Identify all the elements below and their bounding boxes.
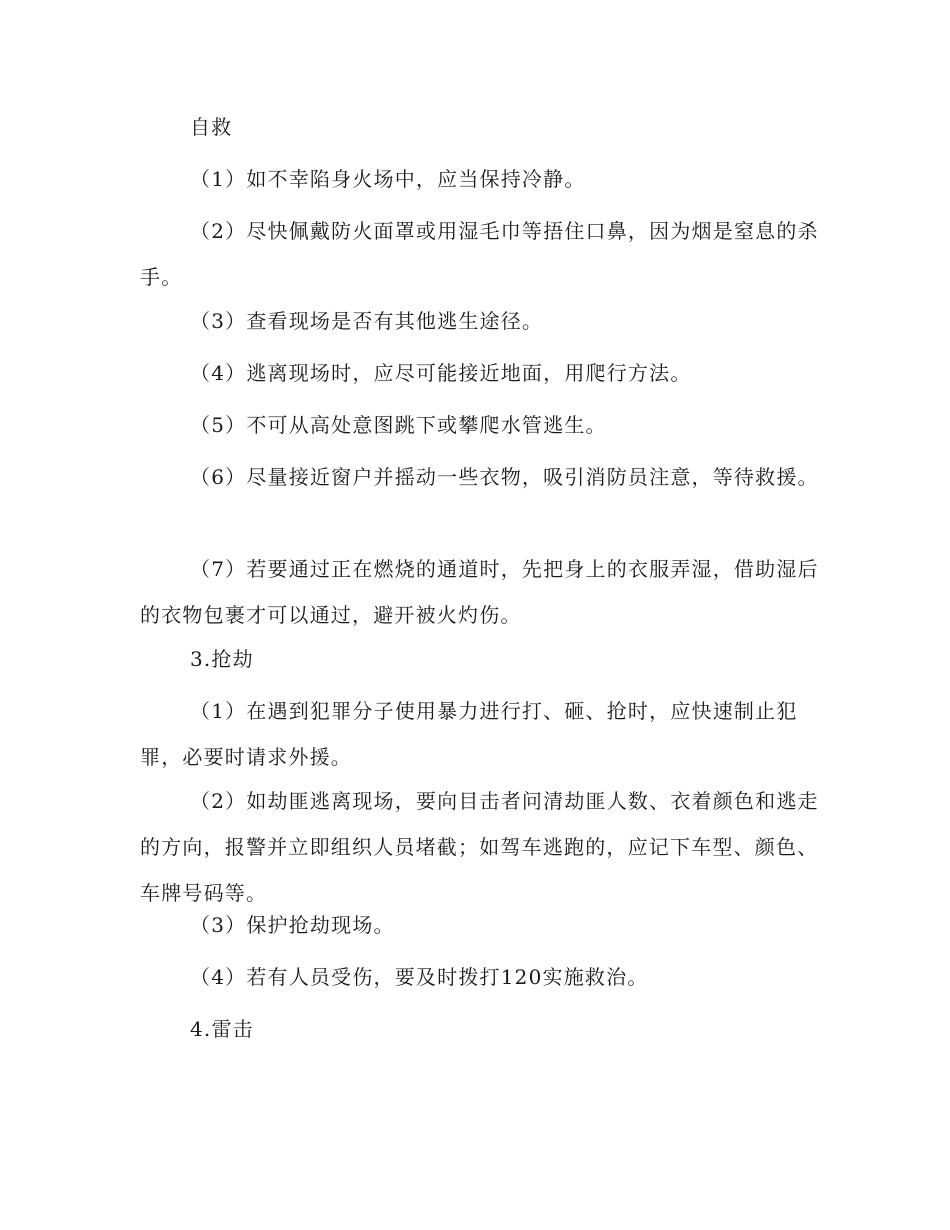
paragraph-self-rescue-4: （4）逃离现场时，应尽可能接近地面，用爬行方法。 [190,361,692,385]
paragraph-robbery-2: （2）如劫匪逃离现场，要向目击者问清劫匪人数、衣着颜色和逃走的方向，报警并立即组织人员堵截；如驾车逃跑的，应记下车型、颜色、车牌号码等。 [140,789,819,905]
paragraph-robbery-3: （3）保护抢劫现场。 [190,913,395,937]
paragraph-robbery-4: （4）若有人员受伤，要及时拨打120实施救治。 [190,965,649,989]
section-heading-lightning: 4.雷击 [190,1017,254,1041]
section-heading-robbery: 3.抢劫 [190,647,254,671]
paragraph-self-rescue-heading: 自救 [190,115,233,139]
paragraph-self-rescue-1: （1）如不幸陷身火场中，应当保持冷静。 [190,167,586,191]
paragraph-self-rescue-2: （2）尽快佩戴防火面罩或用湿毛巾等捂住口鼻，因为烟是窒息的杀手。 [140,219,819,289]
paragraph-self-rescue-7: （7）若要通过正在燃烧的通道时，先把身上的衣服弄湿，借助湿后的衣物包裹才可以通过，避开被火灼伤。 [140,557,819,627]
paragraph-robbery-1: （1）在遇到犯罪分子使用暴力进行打、砸、抢时，应快速制止犯罪，必要时请求外援。 [140,699,798,769]
paragraph-self-rescue-3: （3）查看现场是否有其他逃生途径。 [190,309,544,333]
paragraph-self-rescue-6: （6）尽量接近窗户并摇动一些衣物，吸引消防员注意，等待救援。 [190,465,819,489]
paragraph-self-rescue-5: （5）不可从高处意图跳下或攀爬水管逃生。 [190,413,607,437]
